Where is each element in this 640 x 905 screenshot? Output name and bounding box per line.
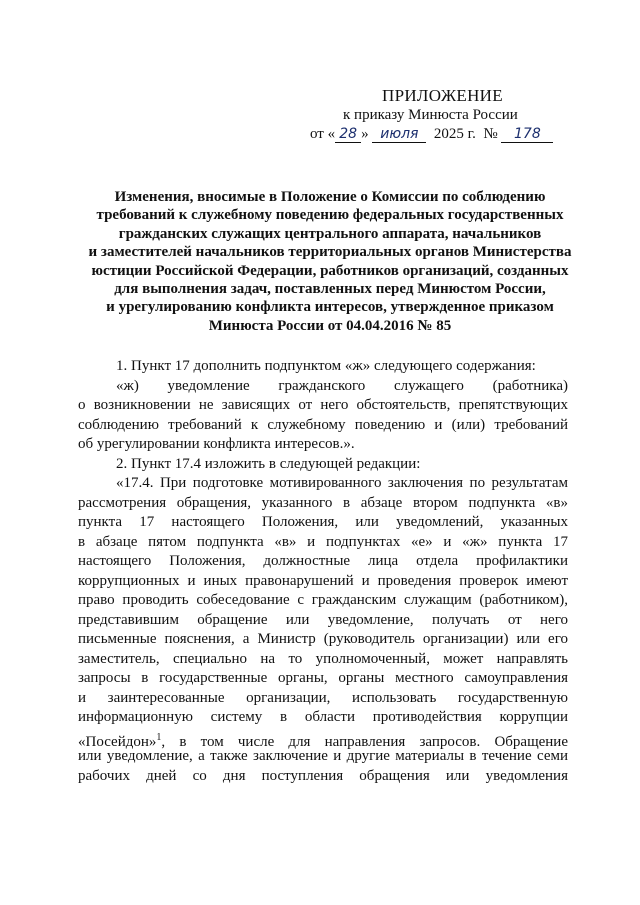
body-line: информационную систему в области противодействия коррупции	[78, 709, 568, 725]
heading-line: гражданских служащих центрального аппарата, начальников	[118, 225, 542, 242]
heading-line: требований к служебному поведению федеральных государственных	[96, 207, 564, 224]
footnote-mark: 1	[156, 731, 162, 743]
number-sign: №	[483, 126, 498, 142]
quote-close: »	[361, 126, 369, 142]
body-line: об урегулировании конфликта интересов.».	[78, 436, 355, 452]
body-line: о возникновении не зависящих от него обстоятельств, препятствующих	[78, 397, 568, 413]
body-line: письменные пояснения, а Министр (руководитель организации) или его	[78, 631, 568, 647]
body-line: представившим обращение или уведомление, получать от него	[78, 611, 568, 628]
body-line: запросы в государственные органы, органы местного самоуправления	[78, 670, 568, 686]
order-month-handwritten: июля	[372, 126, 426, 143]
poseidon-rest: , в том числе для направления запросов. Обращение	[161, 733, 568, 750]
order-year: 2025 г.	[433, 126, 476, 142]
order-reference: к приказу Минюста России	[343, 107, 518, 123]
paragraph-item-2	[78, 455, 568, 475]
body-line: или уведомление, а также заключение и другие материалы в течение семи	[78, 748, 568, 764]
appendix-title: ПРИЛОЖЕНИЕ	[382, 86, 503, 105]
order-date-number	[310, 126, 553, 143]
body-line-poseidon	[78, 728, 568, 748]
paragraph-item-17-4	[78, 474, 568, 786]
body-line: рабочих дней со дня поступления обращения или уведомления	[78, 767, 568, 784]
body-line: в абзаце пятом подпункта «в» и подпунктах «е» и «ж» пункта 17	[78, 533, 568, 550]
body-line: соблюдению требований к служебному поведению и (или) требований	[78, 416, 568, 433]
heading-line: для выполнения задач, поставленных перед Минюстом России,	[114, 281, 546, 298]
heading-line: и заместителей начальников территориальных органов Министерства	[88, 244, 572, 261]
order-number-handwritten: 178	[501, 126, 553, 143]
heading-line: Изменения, вносимые в Положение о Комиссии по соблюдению	[114, 189, 546, 205]
body-line: 2. Пункт 17.4 изложить в следующей редакции:	[116, 455, 421, 472]
paragraph-subitem-zh	[78, 377, 568, 455]
document-heading	[50, 188, 610, 335]
heading-line: Минюста России от 04.04.2016 № 85	[208, 317, 452, 334]
body-line: 1. Пункт 17 дополнить подпунктом «ж» следующего содержания:	[116, 358, 536, 374]
body-line: коррупционных и иных правонарушений и проведения проверок имеют	[78, 572, 568, 589]
body-line: право проводить собеседование с гражданским служащим (работником),	[78, 592, 568, 608]
order-prefix: от «	[310, 126, 336, 142]
body-line: заместитель, специально на то уполномоченный, может направлять	[78, 650, 568, 667]
poseidon-name: «Посейдон»	[78, 733, 157, 750]
body-line: «ж) уведомление гражданского служащего (работника)	[116, 377, 568, 394]
body-line: пункта 17 настоящего Положения, или уведомлений, указанных	[78, 514, 568, 530]
body-line: рассмотрения обращения, указанного в абзаце втором подпункта «в»	[78, 494, 568, 511]
paragraph-item-1	[78, 357, 568, 377]
order-day-handwritten: 28	[335, 126, 361, 143]
body-line: настоящего Положения, должностные лица отдела профилактики	[78, 553, 568, 569]
body-line: и заинтересованные организации, использовать государственную	[78, 689, 568, 706]
heading-line: юстиции Российской Федерации, работников организаций, созданных	[91, 262, 569, 279]
heading-line: и урегулированию конфликта интересов, утвержденное приказом	[106, 299, 554, 316]
body-line: «17.4. При подготовке мотивированного заключения по результатам	[116, 475, 568, 491]
